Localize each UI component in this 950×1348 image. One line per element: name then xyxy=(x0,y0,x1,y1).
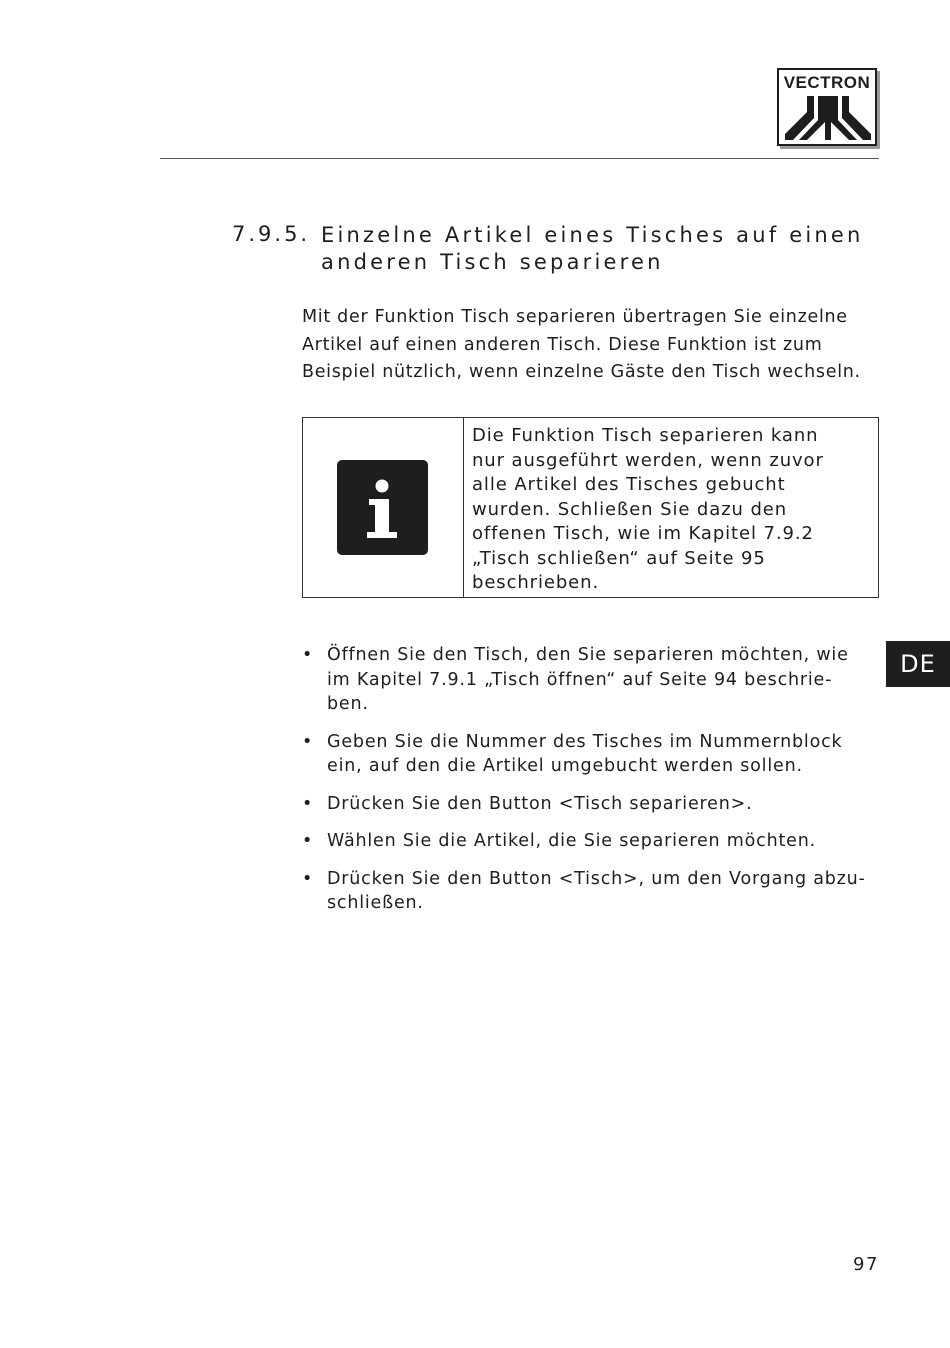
note-line: „Tisch schließen“ auf Seite 95 xyxy=(472,547,766,569)
list-item xyxy=(302,829,882,854)
step-line: Öffnen Sie den Tisch, den Sie separieren möchten, wie xyxy=(327,645,849,665)
step-line: Drücken Sie den Button <Tisch separieren>. xyxy=(327,793,753,814)
vectron-logo xyxy=(777,68,877,146)
step-line: ein, auf den die Artikel umgebucht werden sollen. xyxy=(327,756,803,776)
intro-line: Mit der Funktion Tisch separieren übertragen Sie einzelne xyxy=(302,307,848,327)
instruction-list xyxy=(302,643,882,929)
bullet: • xyxy=(302,831,314,851)
note-line: nur ausgeführt werden, wenn zuvor xyxy=(472,449,824,471)
section-number: 7.9.5. xyxy=(232,222,311,246)
intro-paragraph xyxy=(302,304,882,387)
list-item xyxy=(302,643,882,717)
list-item xyxy=(302,730,882,779)
step-line: Geben Sie die Nummer des Tisches im Nummernblock xyxy=(327,731,843,752)
step-line: schließen. xyxy=(327,893,424,913)
note-line: beschrieben. xyxy=(472,572,600,593)
list-item xyxy=(302,867,882,916)
bullet: • xyxy=(302,731,314,752)
note-text xyxy=(472,424,872,596)
header-rule xyxy=(160,158,879,159)
section-title-line: anderen Tisch separieren xyxy=(321,250,664,274)
note-line: wurden. Schließen Sie dazu den xyxy=(472,498,788,520)
bullet: • xyxy=(302,868,314,889)
section-title xyxy=(321,222,881,276)
note-line: alle Artikel des Tisches gebucht xyxy=(472,474,786,495)
step-line: Wählen Sie die Artikel, die Sie separieren möchten. xyxy=(327,831,816,851)
section-title-line: Einzelne Artikel eines Tisches auf einen xyxy=(321,223,864,247)
bullet: • xyxy=(302,793,314,814)
logo-wordmark: VECTRON xyxy=(783,73,871,92)
step-line: Drücken Sie den Button <Tisch>, um den Vorgang abzu- xyxy=(327,868,866,889)
note-line: offenen Tisch, wie im Kapitel 7.9.2 xyxy=(472,523,814,544)
page-number: 97 xyxy=(853,1254,879,1275)
intro-line: Artikel auf einen anderen Tisch. Diese Funktion ist zum xyxy=(302,334,823,355)
language-tab: DE xyxy=(886,641,950,687)
bullet: • xyxy=(302,645,314,665)
step-line: im Kapitel 7.9.1 „Tisch öffnen“ auf Seite 94 beschrie- xyxy=(327,669,833,690)
info-icon xyxy=(337,460,428,555)
note-divider xyxy=(463,418,464,597)
list-item xyxy=(302,792,882,817)
logo-bars-icon xyxy=(785,96,871,142)
intro-line: Beispiel nützlich, wenn einzelne Gäste den Tisch wechseln. xyxy=(302,362,861,382)
step-line: ben. xyxy=(327,694,369,714)
info-note-box xyxy=(302,417,879,598)
note-line: Die Funktion Tisch separieren kann xyxy=(472,425,819,446)
